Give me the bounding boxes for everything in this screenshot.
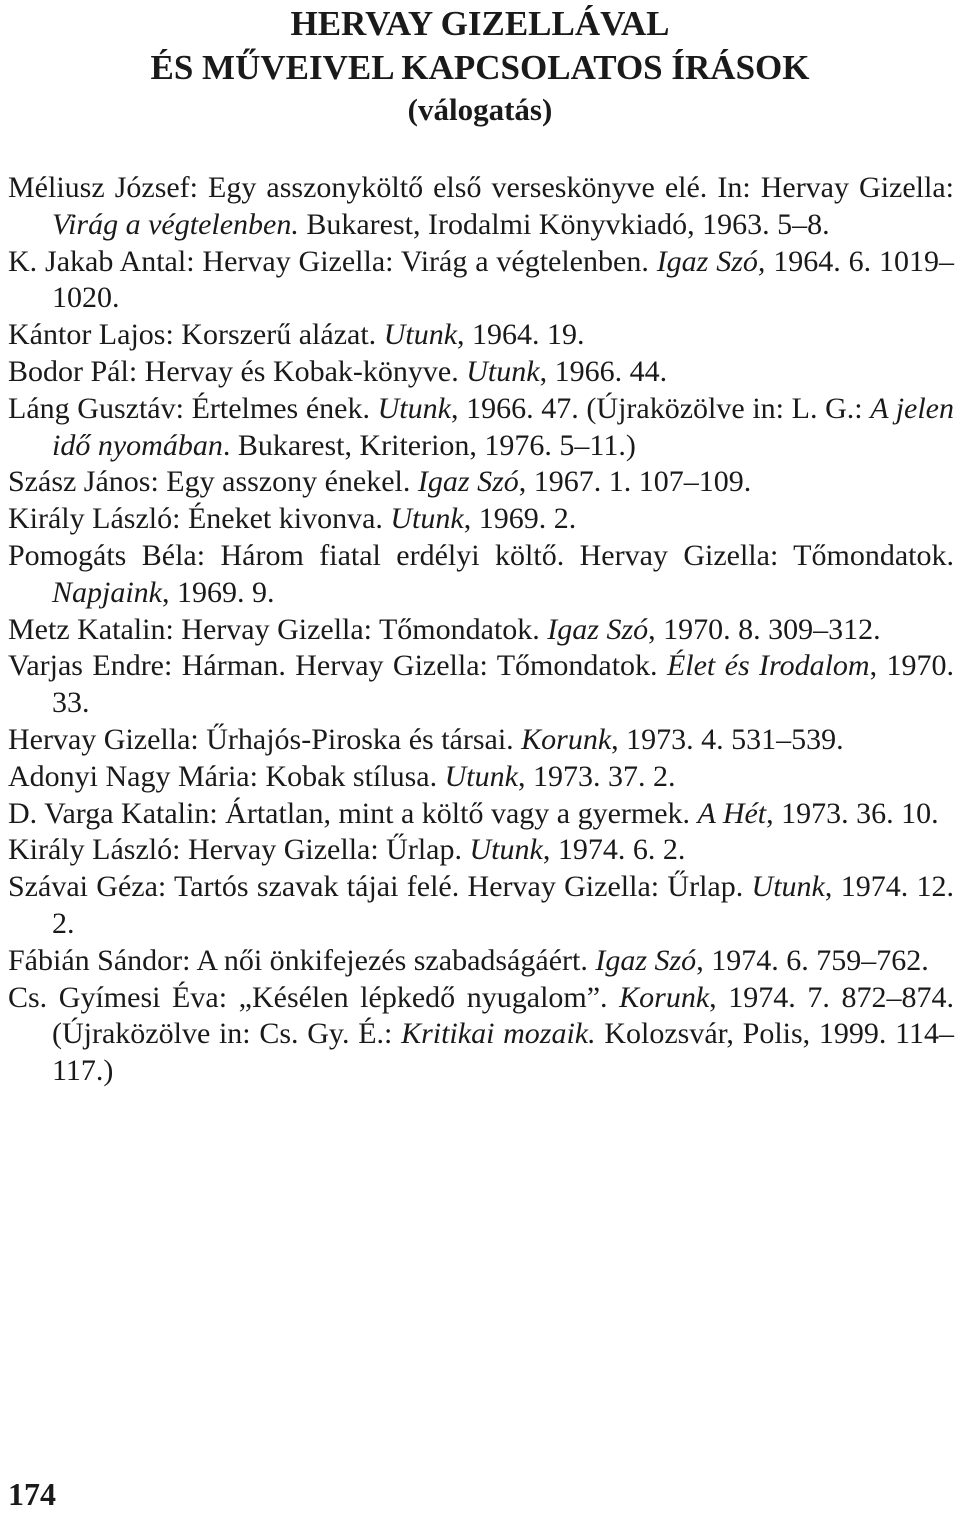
entry-italic-text: Utunk — [444, 759, 518, 793]
page-number: 174 — [8, 1476, 56, 1512]
bibliography-entry — [8, 501, 954, 538]
entry-text: Kántor Lajos: Korszerű alázat. — [8, 318, 384, 352]
entry-text: Cs. Gyímesi Éva: „Késélen lépkedő nyugalom”. — [8, 980, 620, 1014]
entry-text: , 1974. 6. 2. — [542, 833, 686, 867]
entry-text: Metz Katalin: Hervay Gizella: Tőmondatok. — [8, 612, 548, 646]
bibliography-entry — [8, 980, 954, 1090]
entry-text: Király László: Éneket kivonva. — [8, 502, 391, 536]
entry-text: , 1974. 6. 759–762. — [696, 943, 929, 977]
title-line-2: ÉS MŰVEIVEL KAPCSOLATOS ÍRÁSOK — [150, 48, 810, 87]
bibliography-entry — [8, 722, 954, 759]
entry-italic-text: Utunk — [383, 318, 458, 352]
entry-text: Bukarest, Irodalmi Könyvkiadó, 1963. 5–8. — [298, 207, 830, 241]
entry-italic-text: Igaz Szó — [417, 465, 519, 499]
entry-text: , 1970. 8. 309–312. — [648, 612, 881, 646]
chapter-title — [0, 2, 960, 130]
entry-italic-text: A Hét — [697, 796, 767, 830]
entry-text: Hervay Gizella: Űrhajós-Piroska és társai. — [8, 722, 522, 756]
entry-italic-text: Korunk — [521, 722, 612, 756]
bibliography-entry — [8, 538, 954, 612]
entry-italic-text: Utunk — [469, 833, 543, 867]
entry-italic-text: Utunk — [751, 870, 825, 904]
bibliography-list — [8, 170, 954, 1090]
bibliography-entry — [8, 170, 954, 244]
bibliography-entry — [8, 391, 954, 465]
entry-text: , 1973. 4. 531–539. — [611, 722, 844, 756]
entry-text: , 1964. 19. — [457, 318, 585, 352]
entry-italic-text: Virág a végtelenben. — [52, 207, 299, 241]
entry-text: Fábián Sándor: A női önkifejezés szabadságáért. — [8, 943, 596, 977]
bibliography-entry — [8, 244, 954, 318]
entry-text: 1964. 6. 1019–1020. — [52, 244, 955, 315]
bibliography-entry — [8, 796, 954, 833]
entry-text: , 1966. 47. (Újraközölve in: L. G.: — [450, 391, 871, 425]
entry-text: Szávai Géza: Tartós szavak tájai felé. Hervay Gizella: Űrlap. — [8, 870, 752, 904]
entry-text: , 1966. 44. — [539, 354, 668, 388]
entry-text: Bodor Pál: Hervay és Kobak-könyve. — [8, 354, 467, 388]
bibliography-entry — [8, 943, 954, 980]
entry-italic-text: Utunk — [466, 354, 540, 388]
entry-italic-text: Élet és Irodalom — [666, 649, 870, 683]
entry-text: , 1969. 9. — [162, 575, 275, 609]
entry-italic-text: A jelen idő nyomában — [52, 391, 954, 462]
entry-text: , 1973. 36. 10. — [766, 796, 939, 830]
title-subtitle: (válogatás) — [407, 92, 553, 127]
entry-italic-text: Korunk — [619, 980, 710, 1014]
entry-text: Láng Gusztáv: Értelmes ének. — [8, 391, 378, 425]
entry-text: , 1974. 7. 872–874. (Újraközölve in: Cs. Gy. É.: — [52, 980, 954, 1051]
entry-italic-text: Igaz Szó — [547, 612, 649, 646]
entry-text: , 1967. 1. 107–109. — [518, 465, 752, 499]
bibliography-entry — [8, 317, 954, 354]
bibliography-entry — [8, 832, 954, 869]
entry-text: , 1970. 33. — [52, 649, 955, 720]
entry-text: , 1969. 2. — [463, 502, 577, 536]
entry-text: , 1973. 37. 2. — [517, 759, 676, 793]
entry-text: Méliusz József: Egy asszonyköltő első verseskönyve elé. In: Hervay Gizella: — [8, 171, 954, 204]
entry-text: Király László: Hervay Gizella: Űrlap. — [8, 833, 470, 867]
entry-text: Szász János: Egy asszony énekel. — [8, 465, 418, 499]
entry-text: D. Varga Katalin: Ártatlan, mint a költő vagy a gyermek. — [8, 796, 698, 830]
entry-italic-text: Utunk — [377, 391, 451, 425]
entry-text: , 1974. 12. 2. — [52, 870, 955, 940]
entry-italic-text: Igaz Szó — [595, 943, 697, 977]
bibliography-entry — [8, 612, 954, 649]
entry-text: Adonyi Nagy Mária: Kobak stílusa. — [8, 759, 445, 793]
entry-text: Pomogáts Béla: Három fiatal erdélyi költő. Hervay Gizella: Tőmondatok. — [8, 538, 954, 572]
entry-text: K. Jakab Antal: Hervay Gizella: Virág a végtelenben. — [8, 244, 657, 278]
title-line-1: HERVAY GIZELLÁVAL — [290, 4, 670, 43]
entry-italic-text: Napjaink — [52, 575, 162, 609]
bibliography-entry — [8, 869, 954, 943]
bibliography-entry — [8, 648, 954, 722]
entry-italic-text: Utunk — [390, 502, 464, 536]
bibliography-entry — [8, 759, 954, 796]
entry-italic-text: Igaz Szó, — [656, 244, 766, 278]
entry-text: Varjas Endre: Hárman. Hervay Gizella: Tőmondatok. — [8, 649, 667, 683]
bibliography-entry — [8, 354, 954, 391]
entry-text: . Bukarest, Kriterion, 1976. 5–11.) — [222, 428, 636, 462]
bibliography-entry — [8, 464, 954, 501]
entry-text: Kolozsvár, Polis, 1999. 114–117.) — [52, 1017, 954, 1088]
entry-italic-text: Kritikai mozaik. — [401, 1017, 596, 1051]
